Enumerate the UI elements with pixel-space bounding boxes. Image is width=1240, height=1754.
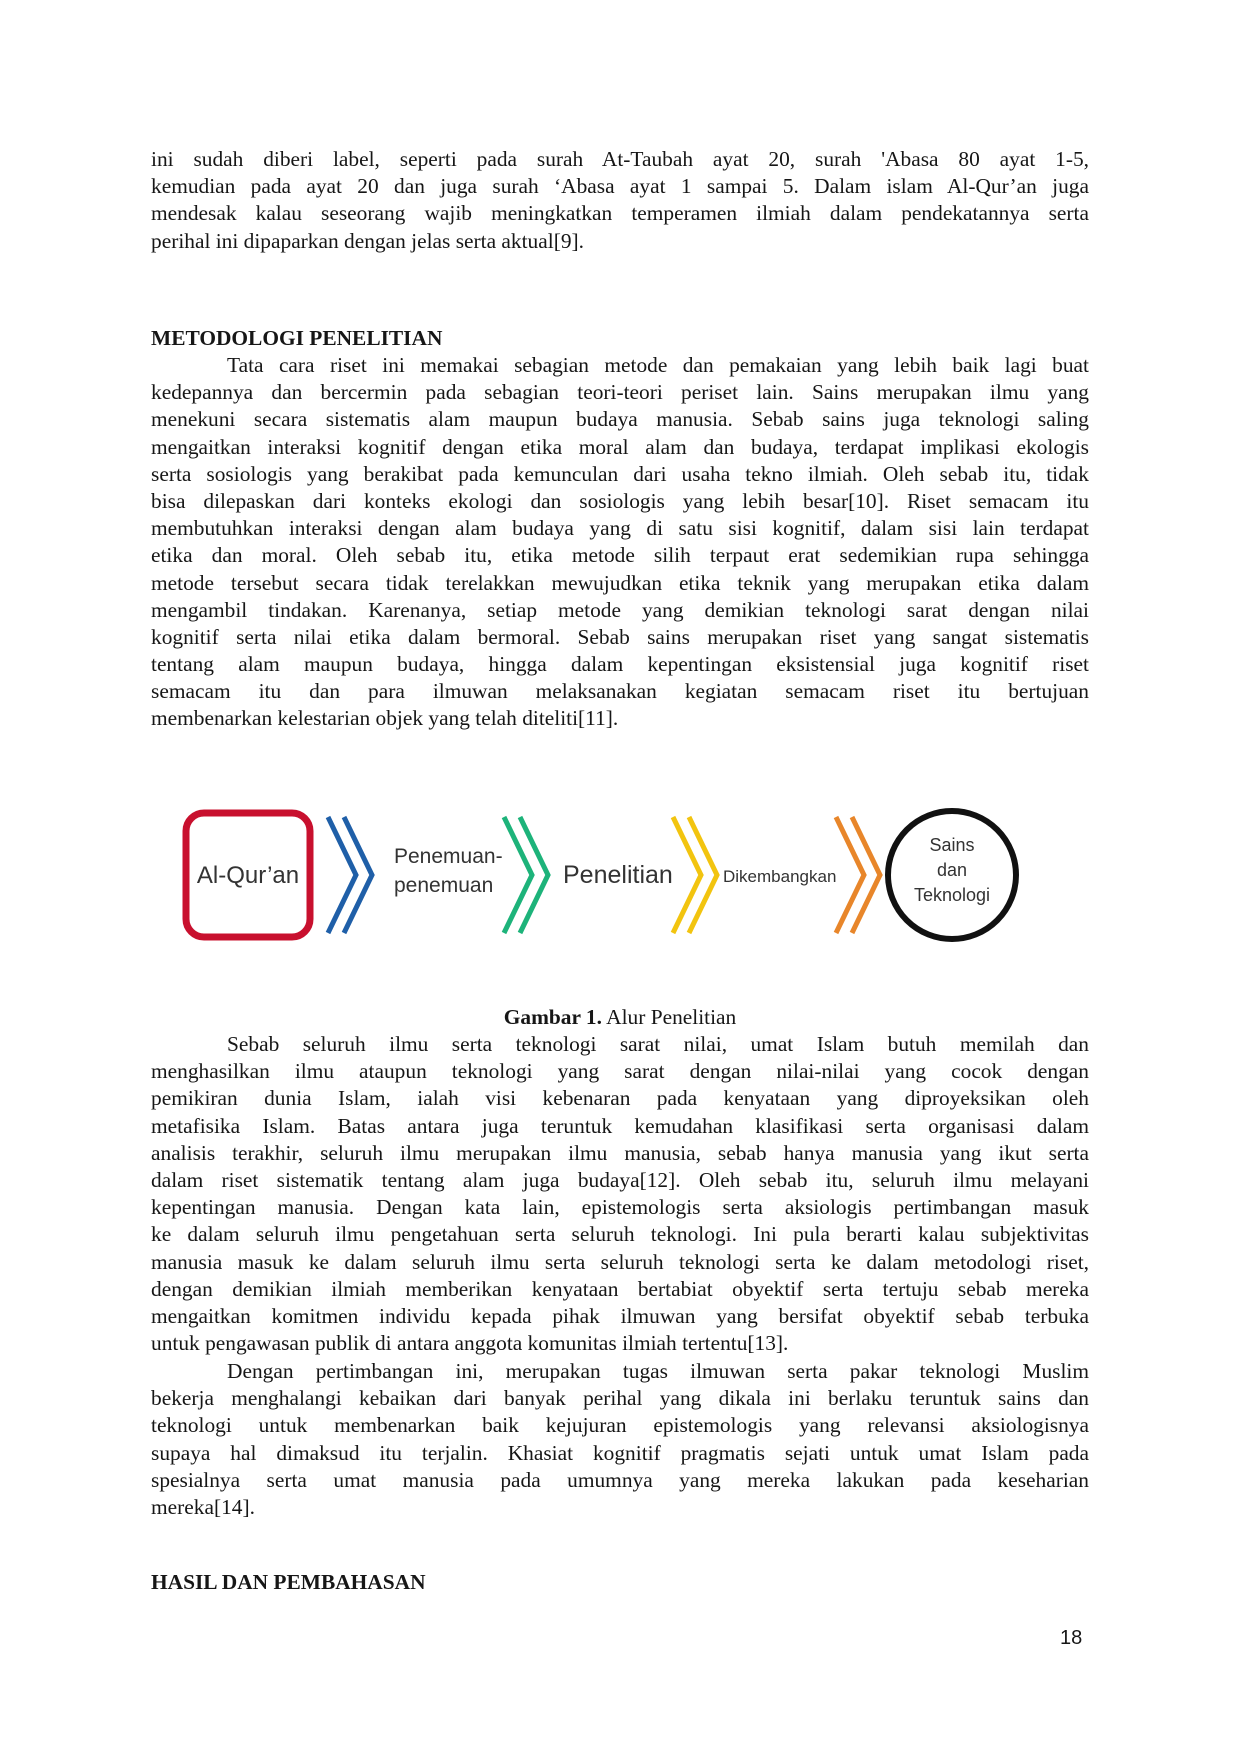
chevron-yellow-icon bbox=[673, 817, 717, 933]
text-line: kepentingan manusia. Dengan kata lain, epistemologis serta aksiologis pertimbangan masuk bbox=[151, 1195, 1089, 1220]
text-line: mendesak kalau seseorang wajib meningkatkan temperamen ilmiah dalam pendekatannya serta bbox=[151, 201, 1089, 226]
dikembangkan-label: Dikembangkan bbox=[723, 867, 837, 886]
text-line: membutuhkan interaksi dengan alam budaya yang di satu sisi kognitif, dalam sisi lain terdapat bbox=[151, 516, 1089, 541]
text-line: metode tersebut secara tidak terelakkan mewujudkan etika teknik yang merupakan etika dalam bbox=[151, 570, 1089, 595]
chevron-blue-icon bbox=[328, 817, 372, 933]
text-line: spesialnya serta umat manusia pada umumnya yang mereka lakukan pada keseharian bbox=[151, 1467, 1089, 1492]
text-line: bisa dilepaskan dari konteks ekologi dan sosiologis yang lebih besar[10]. Riset semacam itu bbox=[151, 488, 1089, 513]
figure-caption bbox=[0, 1004, 1240, 1031]
penemuan-label-2: penemuan bbox=[394, 874, 494, 897]
text-line: Dengan pertimbangan ini, merupakan tugas ilmuwan serta pakar teknologi Muslim bbox=[227, 1359, 1089, 1383]
text-line: Tata cara riset ini memakai sebagian metode dan pemakaian yang lebih baik lagi buat bbox=[227, 353, 1089, 377]
penelitian-label: Penelitian bbox=[563, 861, 673, 889]
text-line: pemikiran dunia Islam, ialah visi kebenaran pada kenyataan yang diproyeksikan oleh bbox=[151, 1086, 1089, 1111]
text-line: analisis terakhir, seluruh ilmu merupakan ilmu manusia, sebab hanya manusia yang ikut serta bbox=[151, 1140, 1089, 1165]
alquran-label: Al-Qur’an bbox=[196, 862, 300, 889]
text-line: metafisika Islam. Batas antara juga teruntuk kemudahan klasifikasi serta organisasi dalam bbox=[151, 1113, 1089, 1138]
text-line: untuk pengawasan publik di antara anggota komunitas ilmiah tertentu[13]. bbox=[151, 1331, 789, 1356]
section-heading-hasil: HASIL DAN PEMBAHASAN bbox=[151, 1570, 426, 1594]
research-flow-diagram bbox=[176, 795, 1076, 955]
page-number: 18 bbox=[1060, 1627, 1083, 1649]
text-line: kedepannya dan bercermin pada sebagian teori-teori periset lain. Sains merupakan ilmu yang bbox=[151, 380, 1089, 405]
text-line: membenarkan kelestarian objek yang telah diteliti[11]. bbox=[151, 706, 619, 731]
text-line: kemudian pada ayat 20 dan juga surah ‘Abasa ayat 1 sampai 5. Dalam islam Al-Qur’an juga bbox=[151, 174, 1089, 199]
text-line: ini sudah diberi label, seperti pada surah At-Taubah ayat 20, surah 'Abasa 80 ayat 1-5, bbox=[151, 147, 1089, 171]
text-line: etika dan moral. Oleh sebab itu, etika metode silih terpaut erat sedemikian rupa sehingga bbox=[151, 543, 1089, 568]
text-line: teknologi untuk membenarkan baik kejujuran epistemologis yang relevansi aksiologisnya bbox=[151, 1413, 1089, 1438]
dan-label: dan bbox=[936, 860, 968, 880]
penemuan-label-1: Penemuan- bbox=[394, 845, 503, 868]
section-heading-metodologi: METODOLOGI PENELITIAN bbox=[151, 326, 443, 350]
text-line: kognitif serta nilai etika dalam bermoral. Sebab sains merupakan riset yang sangat sistematis bbox=[151, 624, 1089, 649]
text-line: mengaitkan interaksi kognitif dengan etika moral alam dan budaya, terdapat implikasi ekologis bbox=[151, 434, 1089, 459]
caption-text: Alur Penelitian bbox=[601, 1005, 737, 1029]
chevron-green-icon bbox=[504, 817, 548, 933]
dengan-paragraph bbox=[151, 1358, 1089, 1521]
sebab-paragraph bbox=[151, 1031, 1089, 1357]
text-line: bekerja menghalangi kebaikan dari banyak perihal yang dikala ini berlaku teruntuk sains dan bbox=[151, 1386, 1089, 1411]
text-line: supaya hal dimaksud itu terjalin. Khasiat kognitif pragmatis sejati untuk umat Islam pada bbox=[151, 1440, 1089, 1465]
text-line: mengaitkan komitmen individu kepada pihak ilmuwan yang bersifat obyektif sebab terbuka bbox=[151, 1303, 1089, 1328]
text-line: Sebab seluruh ilmu serta teknologi sarat nilai, umat Islam butuh memilah dan bbox=[227, 1032, 1089, 1056]
intro-paragraph bbox=[151, 146, 1089, 255]
text-line: dengan demikian ilmiah memberikan kenyataan bertabiat obyektif serta tertuju sebab mereka bbox=[151, 1276, 1089, 1301]
text-line: serta sosiologis yang berakibat pada kemunculan dari usaha tekno ilmiah. Oleh sebab itu, tidak bbox=[151, 461, 1089, 486]
text-line: mengambil tindakan. Karenanya, setiap metode yang demikian teknologi sarat dengan nilai bbox=[151, 597, 1089, 622]
caption-label: Gambar 1. bbox=[503, 1005, 602, 1029]
sains-label: Sains bbox=[929, 835, 975, 855]
metodologi-paragraph bbox=[151, 352, 1089, 733]
chevron-orange-icon bbox=[836, 817, 880, 933]
text-line: menekuni secara sistematis alam maupun budaya manusia. Sebab sains juga teknologi saling bbox=[151, 407, 1089, 432]
text-line: dalam riset sistematik tentang alam juga budaya[12]. Oleh sebab itu, seluruh ilmu melayani bbox=[151, 1167, 1089, 1192]
text-line: tentang alam maupun budaya, hingga dalam kepentingan eksistensial juga kognitif riset bbox=[151, 652, 1089, 677]
text-line: manusia masuk ke dalam seluruh ilmu serta seluruh teknologi serta ke dalam metodologi riset, bbox=[151, 1249, 1089, 1274]
text-line: mereka[14]. bbox=[151, 1494, 255, 1519]
teknologi-label: Teknologi bbox=[913, 885, 991, 905]
text-line: perihal ini dipaparkan dengan jelas serta aktual[9]. bbox=[151, 228, 584, 253]
text-line: semacam itu dan para ilmuwan melaksanakan kegiatan semacam riset itu bertujuan bbox=[151, 679, 1089, 704]
text-line: ke dalam seluruh ilmu pengetahuan serta seluruh teknologi. Ini pula berarti kalau subjektivitas bbox=[151, 1222, 1089, 1247]
text-line: menghasilkan ilmu ataupun teknologi yang sarat dengan nilai-nilai yang cocok dengan bbox=[151, 1059, 1089, 1084]
